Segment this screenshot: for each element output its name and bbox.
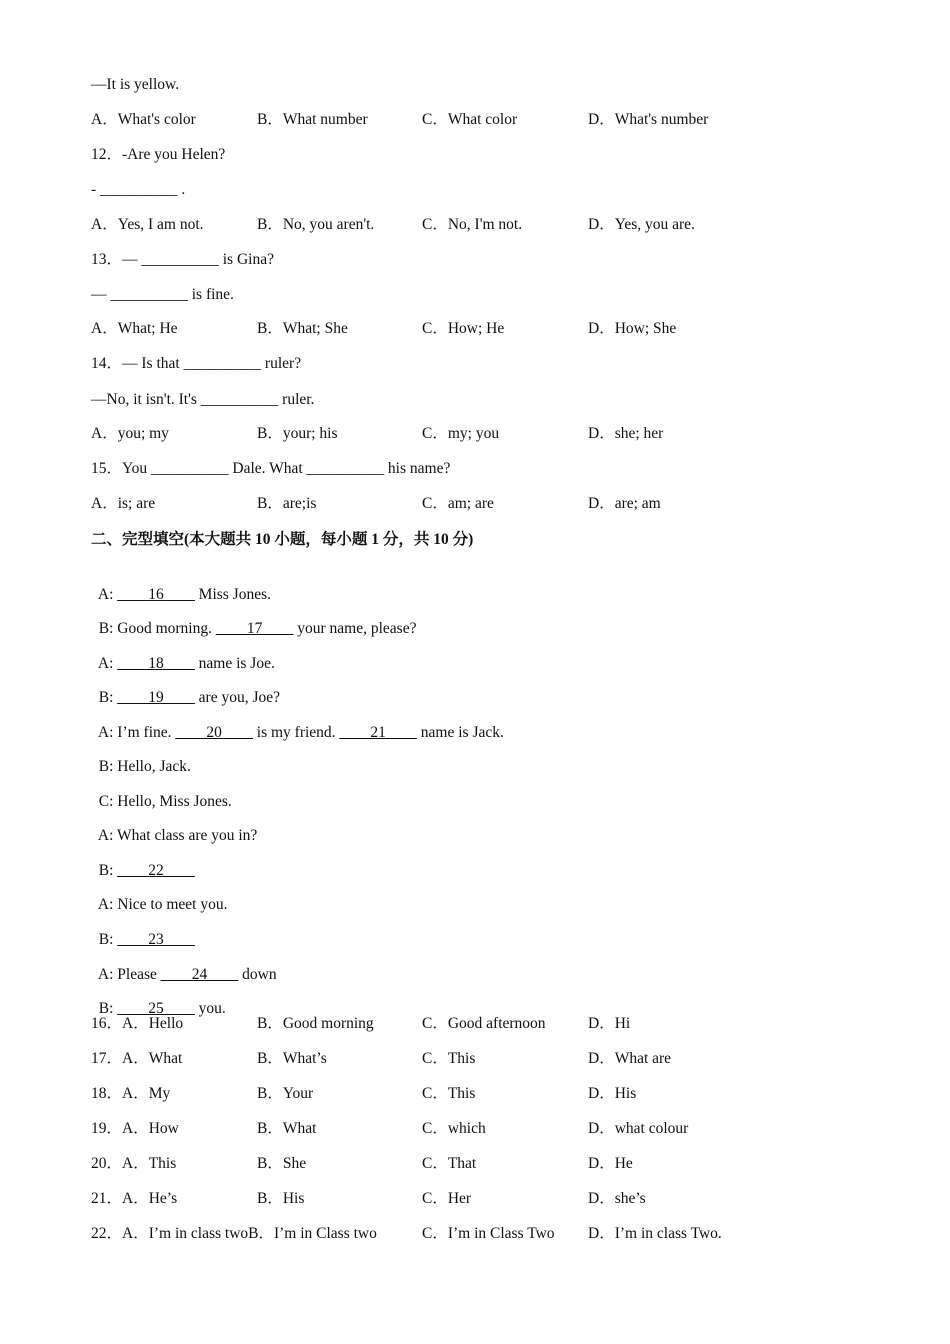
q16-option-b: B．Good morning (257, 1015, 374, 1032)
dialogue-line (91, 979, 226, 1019)
q16-option-d: D．Hi (588, 1015, 631, 1032)
q17-option-d: D．What are (588, 1050, 672, 1067)
dialogue-text: A: What class are you in? (97, 827, 258, 844)
q22-option-c: C．I’m in Class Two (422, 1225, 555, 1242)
q11-option-c: C．What color (422, 111, 518, 128)
q14-option-c: C．my; you (422, 425, 500, 442)
q12-option-a: A．Yes, I am not. (91, 216, 204, 233)
q13-prompt: 13．— __________ is Gina? (91, 251, 274, 268)
dialogue-text: Miss Jones. (194, 586, 272, 603)
q22-option-ab: 22．A．I’m in class twoB．I’m in Class two (91, 1225, 377, 1242)
dialogue-blank: ____16____ (117, 586, 195, 603)
q18-option-c: C．This (422, 1085, 476, 1102)
dialogue-line (91, 806, 257, 846)
q17-option-a: 17．A．What (91, 1050, 183, 1067)
q19-option-d: D．what colour (588, 1120, 689, 1137)
q11-option-b: B．What number (257, 111, 368, 128)
q19-option-a: 19．A．How (91, 1120, 179, 1137)
q11-answer-line: —It is yellow. (91, 76, 180, 93)
q12-option-b: B．No, you aren't. (257, 216, 375, 233)
q14-answer-line: —No, it isn't. It's __________ ruler. (91, 391, 315, 408)
dialogue-blank: ____24____ (160, 966, 239, 983)
q13-option-d: D．How; She (588, 320, 677, 337)
dialogue-text: A: (97, 655, 118, 672)
dialogue-line (91, 910, 195, 950)
dialogue-text: are you, Joe? (194, 689, 280, 706)
dialogue-text: A: Nice to meet you. (97, 896, 228, 913)
dialogue-blank: ____17____ (215, 620, 294, 637)
q15-option-b: B．are;is (257, 495, 317, 512)
dialogue-text: you. (194, 1000, 226, 1017)
dialogue-line (91, 875, 227, 915)
dialogue-text: B: (98, 931, 118, 948)
dialogue-blank: ____21____ (339, 724, 417, 741)
q19-option-b: B．What (257, 1120, 317, 1137)
q20-option-b: B．She (257, 1155, 307, 1172)
q22-option-d: D．I’m in class Two. (588, 1225, 722, 1242)
q12-option-d: D．Yes, you are. (588, 216, 695, 233)
dialogue-blank: ____18____ (117, 655, 195, 672)
q12-prompt: 12．-Are you Helen? (91, 146, 226, 163)
q13-option-a: A．What; He (91, 320, 178, 337)
q20-option-c: C．That (422, 1155, 477, 1172)
q18-option-a: 18．A．My (91, 1085, 171, 1102)
dialogue-blank: ____22____ (117, 862, 195, 879)
q15-option-d: D．are; am (588, 495, 661, 512)
q14-option-d: D．she; her (588, 425, 664, 442)
q13-option-c: C．How; He (422, 320, 505, 337)
dialogue-line (91, 737, 191, 777)
dialogue-text: B: (98, 862, 118, 879)
dialogue-text: is my friend. (252, 724, 340, 741)
dialogue-text: A: Please (97, 966, 161, 983)
q21-option-a: 21．A．He’s (91, 1190, 178, 1207)
q14-option-b: B．your; his (257, 425, 338, 442)
q20-option-d: D．He (588, 1155, 633, 1172)
dialogue-blank: ____25____ (117, 1000, 195, 1017)
dialogue-blank: ____20____ (175, 724, 253, 741)
dialogue-text: name is Jack. (416, 724, 504, 741)
q19-option-c: C．which (422, 1120, 486, 1137)
q17-option-b: B．What’s (257, 1050, 327, 1067)
q15-prompt: 15．You __________ Dale. What __________ his name? (91, 460, 451, 477)
q11-option-d: D．What's number (588, 111, 709, 128)
dialogue-text: down (238, 966, 277, 983)
q15-option-c: C．am; are (422, 495, 494, 512)
q18-option-d: D．His (588, 1085, 637, 1102)
q21-option-d: D．she’s (588, 1190, 646, 1207)
dialogue-blank: ____23____ (117, 931, 195, 948)
dialogue-text: your name, please? (293, 620, 417, 637)
q12-answer-line: - __________ . (91, 181, 186, 198)
q20-option-a: 20．A．This (91, 1155, 177, 1172)
dialogue-line (91, 599, 416, 639)
q15-option-a: A．is; are (91, 495, 156, 512)
dialogue-text: B: Good morning. (98, 620, 216, 637)
dialogue-text: A: (97, 586, 118, 603)
q14-prompt: 14．— Is that __________ ruler? (91, 355, 302, 372)
q17-option-c: C．This (422, 1050, 476, 1067)
q14-option-a: A．you; my (91, 425, 169, 442)
dialogue-text: B: Hello, Jack. (98, 758, 191, 775)
q11-option-a: A．What's color (91, 111, 196, 128)
q16-option-c: C．Good afternoon (422, 1015, 546, 1032)
q13-option-b: B．What; She (257, 320, 348, 337)
q16-option-a: 16．A．Hello (91, 1015, 184, 1032)
dialogue-text: name is Joe. (194, 655, 275, 672)
q12-option-c: C．No, I'm not. (422, 216, 523, 233)
q13-answer-line: — __________ is fine. (91, 286, 234, 303)
dialogue-text: C: Hello, Miss Jones. (98, 793, 232, 810)
q18-option-b: B．Your (257, 1085, 314, 1102)
dialogue-text: B: (98, 689, 118, 706)
dialogue-blank: ____19____ (117, 689, 195, 706)
q21-option-b: B．His (257, 1190, 305, 1207)
q21-option-c: C．Her (422, 1190, 472, 1207)
section-heading-cloze: 二、完型填空(本大题共 10 小题，每小题 1 分，共 10 分) (91, 531, 474, 548)
dialogue-line (91, 668, 280, 708)
dialogue-text: B: (98, 1000, 118, 1017)
dialogue-text: A: I’m fine. (97, 724, 176, 741)
